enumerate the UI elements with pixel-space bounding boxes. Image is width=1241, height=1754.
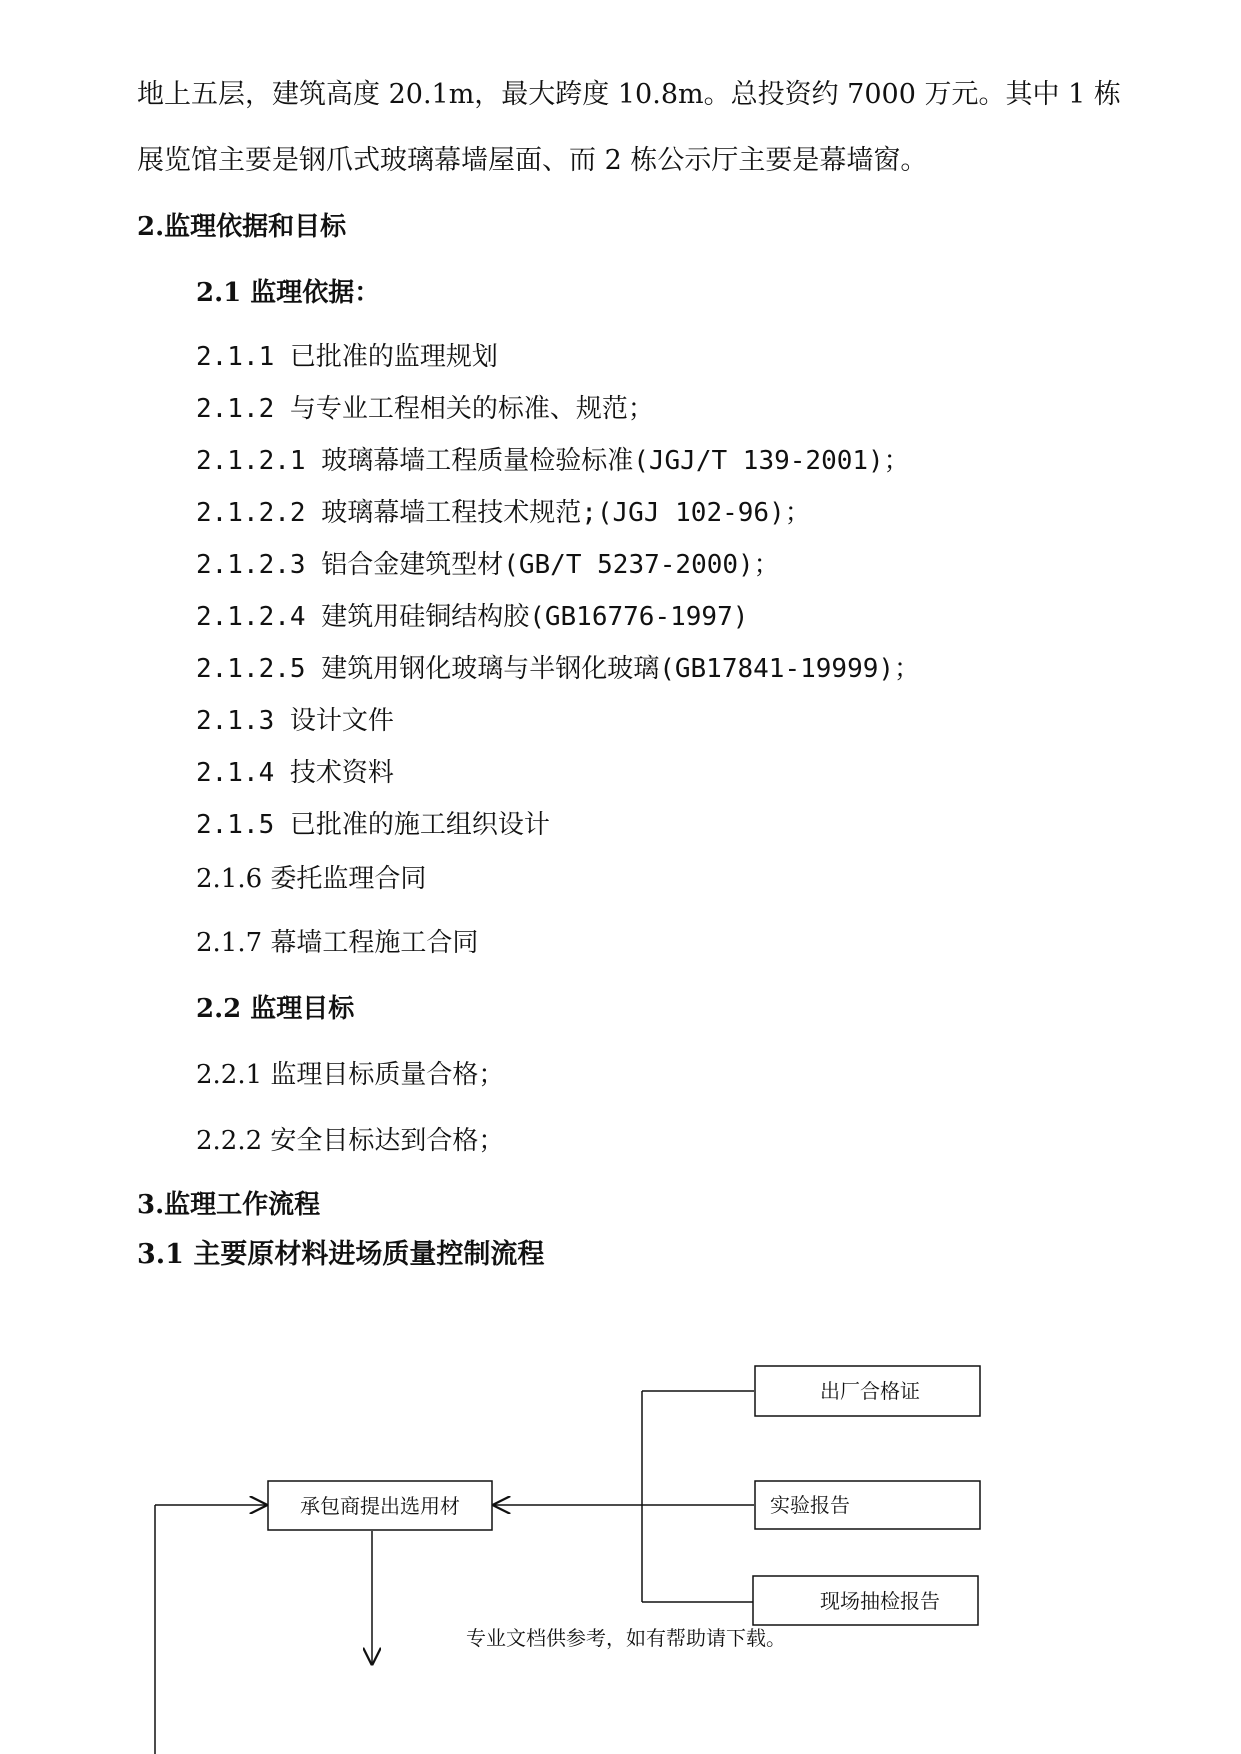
goal-item: 2.2.1 监理目标质量合格； (196, 1060, 505, 1090)
basis-title: 2.1 监理依据： (196, 278, 381, 308)
basis-item: 2.1.2.3 铝合金建筑型材(GB/T 5237-2000)； (196, 550, 780, 580)
doc-box-label: 出厂合格证 (820, 1379, 920, 1403)
basis-item: 2.1.3 设计文件 (196, 706, 394, 736)
basis-item: 2.1.5 已批准的施工组织设计 (196, 810, 550, 840)
basis-item: 2.1.2.1 玻璃幕墙工程质量检验标准(JGJ/T 139-2001)； (196, 446, 910, 476)
basis-item: 2.1.6 委托监理合同 (196, 864, 427, 894)
section-3-title: 3.监理工作流程 (137, 1190, 321, 1220)
paragraph-line-1: 地上五层，建筑高度 20.1m，最大跨度 10.8m。总投资约 7000 万元。其中 1 栋 (137, 79, 1121, 110)
paragraph-line-2: 展览馆主要是钢爪式玻璃幕墙屋面、而 2 栋公示厅主要是幕墙窗。 (137, 145, 928, 176)
main-box-label: 承包商提出选用材 (300, 1494, 460, 1518)
basis-item: 2.1.1 已批准的监理规划 (196, 342, 498, 372)
footer-note: 专业文档供参考，如有帮助请下载。 (466, 1626, 786, 1650)
section-3-subtitle: 3.1 主要原材料进场质量控制流程 (137, 1239, 545, 1270)
basis-item: 2.1.2.4 建筑用硅铜结构胶(GB16776-1997) (196, 602, 749, 632)
basis-item: 2.1.2.5 建筑用钢化玻璃与半钢化玻璃(GB17841-19999)； (196, 654, 921, 684)
basis-item: 2.1.2 与专业工程相关的标准、规范； (196, 394, 654, 424)
doc-box-label: 现场抽检报告 (820, 1589, 940, 1613)
goal-title: 2.2 监理目标 (196, 994, 355, 1024)
basis-item: 2.1.7 幕墙工程施工合同 (196, 928, 479, 958)
goal-item: 2.2.2 安全目标达到合格； (196, 1126, 505, 1156)
doc-box-label: 实验报告 (770, 1493, 850, 1517)
section-2-title: 2.监理依据和目标 (137, 212, 347, 242)
basis-item: 2.1.2.2 玻璃幕墙工程技术规范;(JGJ 102-96)； (196, 498, 811, 528)
basis-item: 2.1.4 技术资料 (196, 758, 394, 788)
